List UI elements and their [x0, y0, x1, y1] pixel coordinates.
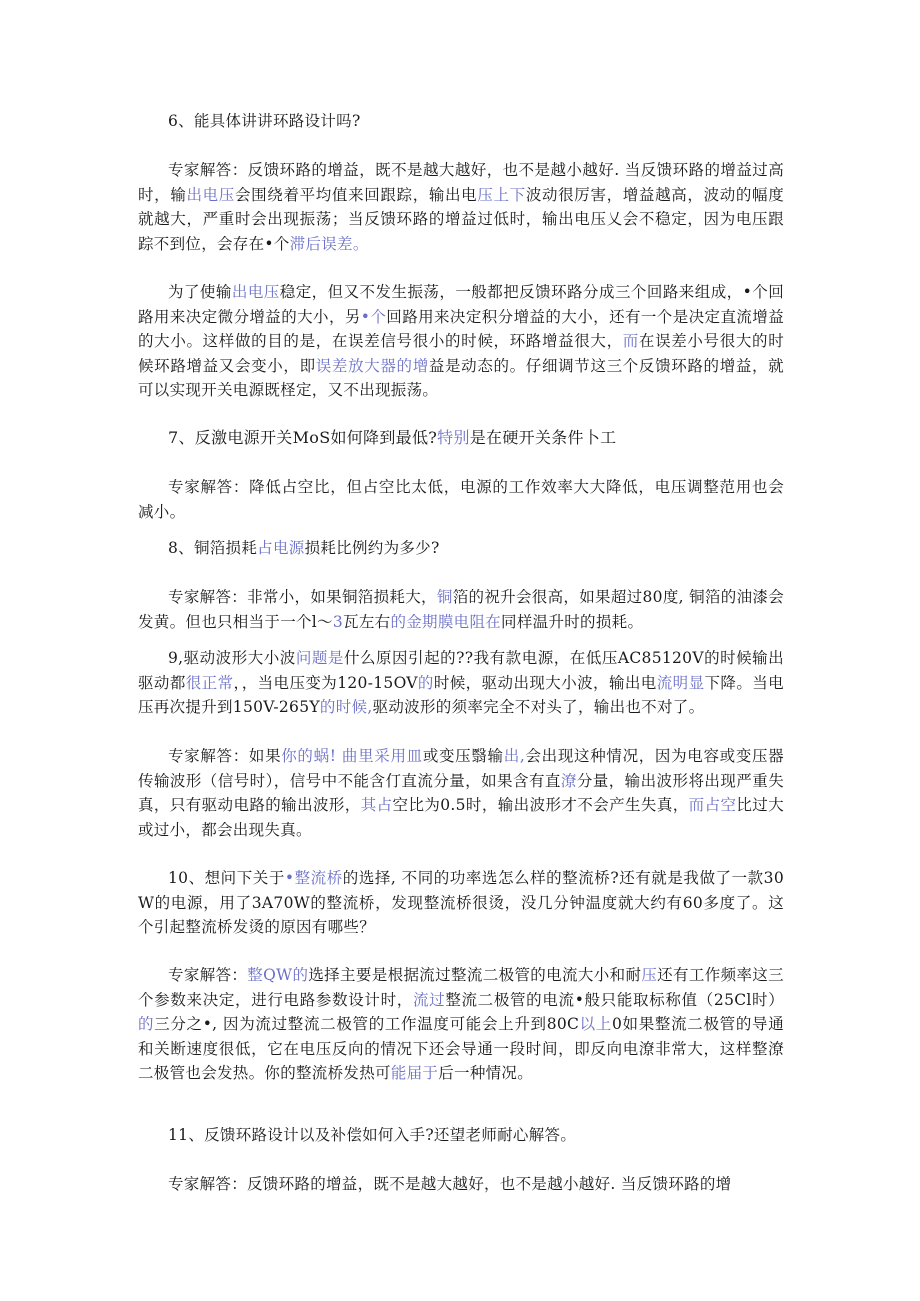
- question-9: [138, 646, 784, 720]
- text-segment: ，，当电压变为120-15OV: [233, 673, 418, 692]
- highlighted-text: 流过: [412, 990, 446, 1009]
- highlighted-text: 的金期膜电阻在: [390, 612, 502, 631]
- text-segment: 驱动波形的须率完全不对头了，输出也不对了。: [372, 698, 705, 717]
- text-segment: 回路用来决定积分增益的大小，还有一个是决定直流增益的大小。这样做的目的是，在误差信号很小的时候，环路增益很大，: [138, 307, 785, 351]
- text-segment: 后一种情况。: [438, 1064, 534, 1083]
- highlighted-text: 整QW的: [247, 966, 309, 984]
- highlighted-text: 的: [138, 1015, 155, 1034]
- text-segment: 什么原因引起的??我有款电源，在低压AC85120V的时候输出驱动都: [138, 649, 784, 692]
- answer-6-part-1: [138, 158, 784, 256]
- highlighted-text: •整流桥: [284, 869, 343, 887]
- text-segment: 6、能具体讲讲环路设计吗?: [168, 112, 361, 130]
- highlighted-text: 能届于: [390, 1064, 439, 1083]
- text-segment: 为了使输: [168, 283, 232, 301]
- highlighted-text: 问题是: [295, 649, 344, 667]
- text-segment: 稳定，但又不发生振荡，一般都把反馈环路分成三个回路来组成，•个回路用来决定微分增益的大小，另: [138, 283, 785, 326]
- text-segment: 专家解答：如果: [168, 747, 282, 765]
- question-6: [138, 109, 784, 134]
- answer-10: [138, 963, 784, 1086]
- text-segment: 7、反激电源开关MoS如何降到最低?: [168, 428, 438, 447]
- highlighted-text: 占电源: [257, 539, 305, 557]
- text-segment: 会围绕着平均值来回跟踪，输出电: [234, 185, 478, 204]
- text-segment: 时候，驱动出现大小波，输出电: [433, 673, 657, 692]
- text-segment: 在误差小号很大的时候环路增益又会变小，即: [138, 332, 784, 375]
- highlighted-text: 你的蜗! 曲里采用皿: [281, 747, 423, 765]
- highlighted-text: 3: [332, 612, 344, 631]
- highlighted-text: 以上: [579, 1015, 612, 1034]
- highlighted-text: 而: [622, 332, 639, 351]
- text-segment: 箔的祝升会很高，如果超过80度, 铜箔的油漆会发黄。但也只相当于一个l〜: [138, 588, 784, 631]
- text-segment: 损耗比例约为多少?: [304, 539, 440, 557]
- text-segment: 比过大或过小，都会出现失真。: [138, 796, 785, 839]
- text-segment: 分量，输出波形将出现严重失真，只有驱动电路的输出波形，: [138, 771, 784, 815]
- highlighted-text: 流明显: [656, 673, 705, 692]
- highlighted-text: 出电压: [186, 185, 235, 204]
- text-segment: 11、反馈环路设计以及补偿如何入手?还望老师耐心解答。: [168, 1126, 577, 1144]
- highlighted-text: 的: [417, 673, 434, 692]
- text-segment: 波动很厉害，增益越高，波动的幅度就越大，严重时会出现振荡；当反馈环路的增益过低时，输出电压乂会不稳定，因为电压跟踪不到位，会存在•个: [138, 185, 784, 253]
- highlighted-text: 误差放大器的增: [315, 356, 429, 375]
- highlighted-text: 压上下: [477, 185, 526, 204]
- highlighted-text: 而占空: [688, 796, 737, 815]
- text-segment: 瓦左右: [343, 612, 391, 631]
- question-10: [138, 866, 784, 940]
- text-segment: 0如果整流二极管的导通和关断速度很低，它在电压反向的情况下还会导通一段时间，即反向电潦非常大，这样整潦二极管也会发热。你的整流桥发热可: [138, 1015, 784, 1083]
- text-segment: 同样温升时的损耗。: [501, 612, 644, 631]
- question-7: [138, 426, 784, 451]
- text-segment: 益是动态的。仔细调节这三个反馈环路的增益，就可以实现开关电源既柽定，又不出现振荡。: [138, 356, 784, 400]
- answer-6-part-2: [138, 280, 784, 403]
- highlighted-text: •个: [360, 307, 387, 326]
- text-segment: 专家解答：反馈环路的增益，既不是越大越好，也不是越小越好. 当反馈环路的增益过高时，输: [138, 161, 784, 204]
- text-segment: 专家解答：非常小，如果铜箔损耗大，: [168, 588, 437, 606]
- text-segment: 整流二极管的电流•般只能取标称值（25Cl时）: [445, 990, 784, 1009]
- text-segment: 选择主要是根据流过整流二极管的电流大小和耐: [308, 966, 642, 984]
- answer-11: [138, 1172, 784, 1197]
- text-segment: 下降。当电压再次提升到150V-265Y: [138, 673, 784, 717]
- highlighted-text: 很正常: [185, 673, 234, 692]
- highlighted-text: 特别: [437, 428, 470, 447]
- text-segment: 或变压翳输: [422, 747, 504, 765]
- answer-7: [138, 475, 784, 524]
- highlighted-text: 压: [641, 966, 658, 984]
- text-segment: 会出现这种情况，因为电容或变压器传输波形（信号时），信号中不能含仃直流分量，如果含有直: [138, 747, 784, 790]
- highlighted-text: 出,: [503, 747, 526, 765]
- highlighted-text: 潦: [560, 771, 577, 790]
- highlighted-text: 的时候,: [319, 698, 373, 717]
- text-segment: 10、想问下关于: [168, 869, 285, 887]
- answer-8: [138, 585, 784, 634]
- text-segment: 是在硬开关条件卜工: [469, 428, 617, 447]
- question-11: [138, 1123, 784, 1148]
- text-segment: 专家解答：: [168, 966, 248, 984]
- text-segment: 专家解答：反馈环路的增益，既不是越大越好，也不是越小越好. 当反馈环路的增: [168, 1175, 732, 1193]
- highlighted-text: 其占: [360, 796, 393, 815]
- answer-9: [138, 744, 784, 842]
- text-segment: 专家解答：降低占空比，但占空比太低，电源的工作效率大大降低，电压调整范用也会减小。: [138, 478, 784, 521]
- text-segment: 的选择, 不同的功率选怎么样的整流桥?还有就是我做了一款30W的电源，用了3A70W的整流桥，发现整流桥很烫，没几分钟温度就大约有60多度了。这个引起整流桥发烫的原因有哪些？: [138, 869, 785, 937]
- question-8: [138, 536, 784, 561]
- text-segment: 9,驱动波形大小波: [168, 649, 296, 667]
- text-segment: 还有工作频率这三个参数来决定，进行电路参数设计时，: [138, 966, 784, 1009]
- text-segment: 8、铜箔损耗: [168, 539, 258, 557]
- highlighted-text: 铜: [436, 588, 453, 606]
- highlighted-text: 滞后误差。: [289, 234, 369, 253]
- highlighted-text: 出电压: [231, 283, 280, 301]
- text-segment: 三分之•, 因为流过整流二极管的工作温度可能会上升到80C: [154, 1015, 580, 1034]
- text-segment: 空比为0.5时，输出波形才不会产生失真，: [392, 796, 689, 815]
